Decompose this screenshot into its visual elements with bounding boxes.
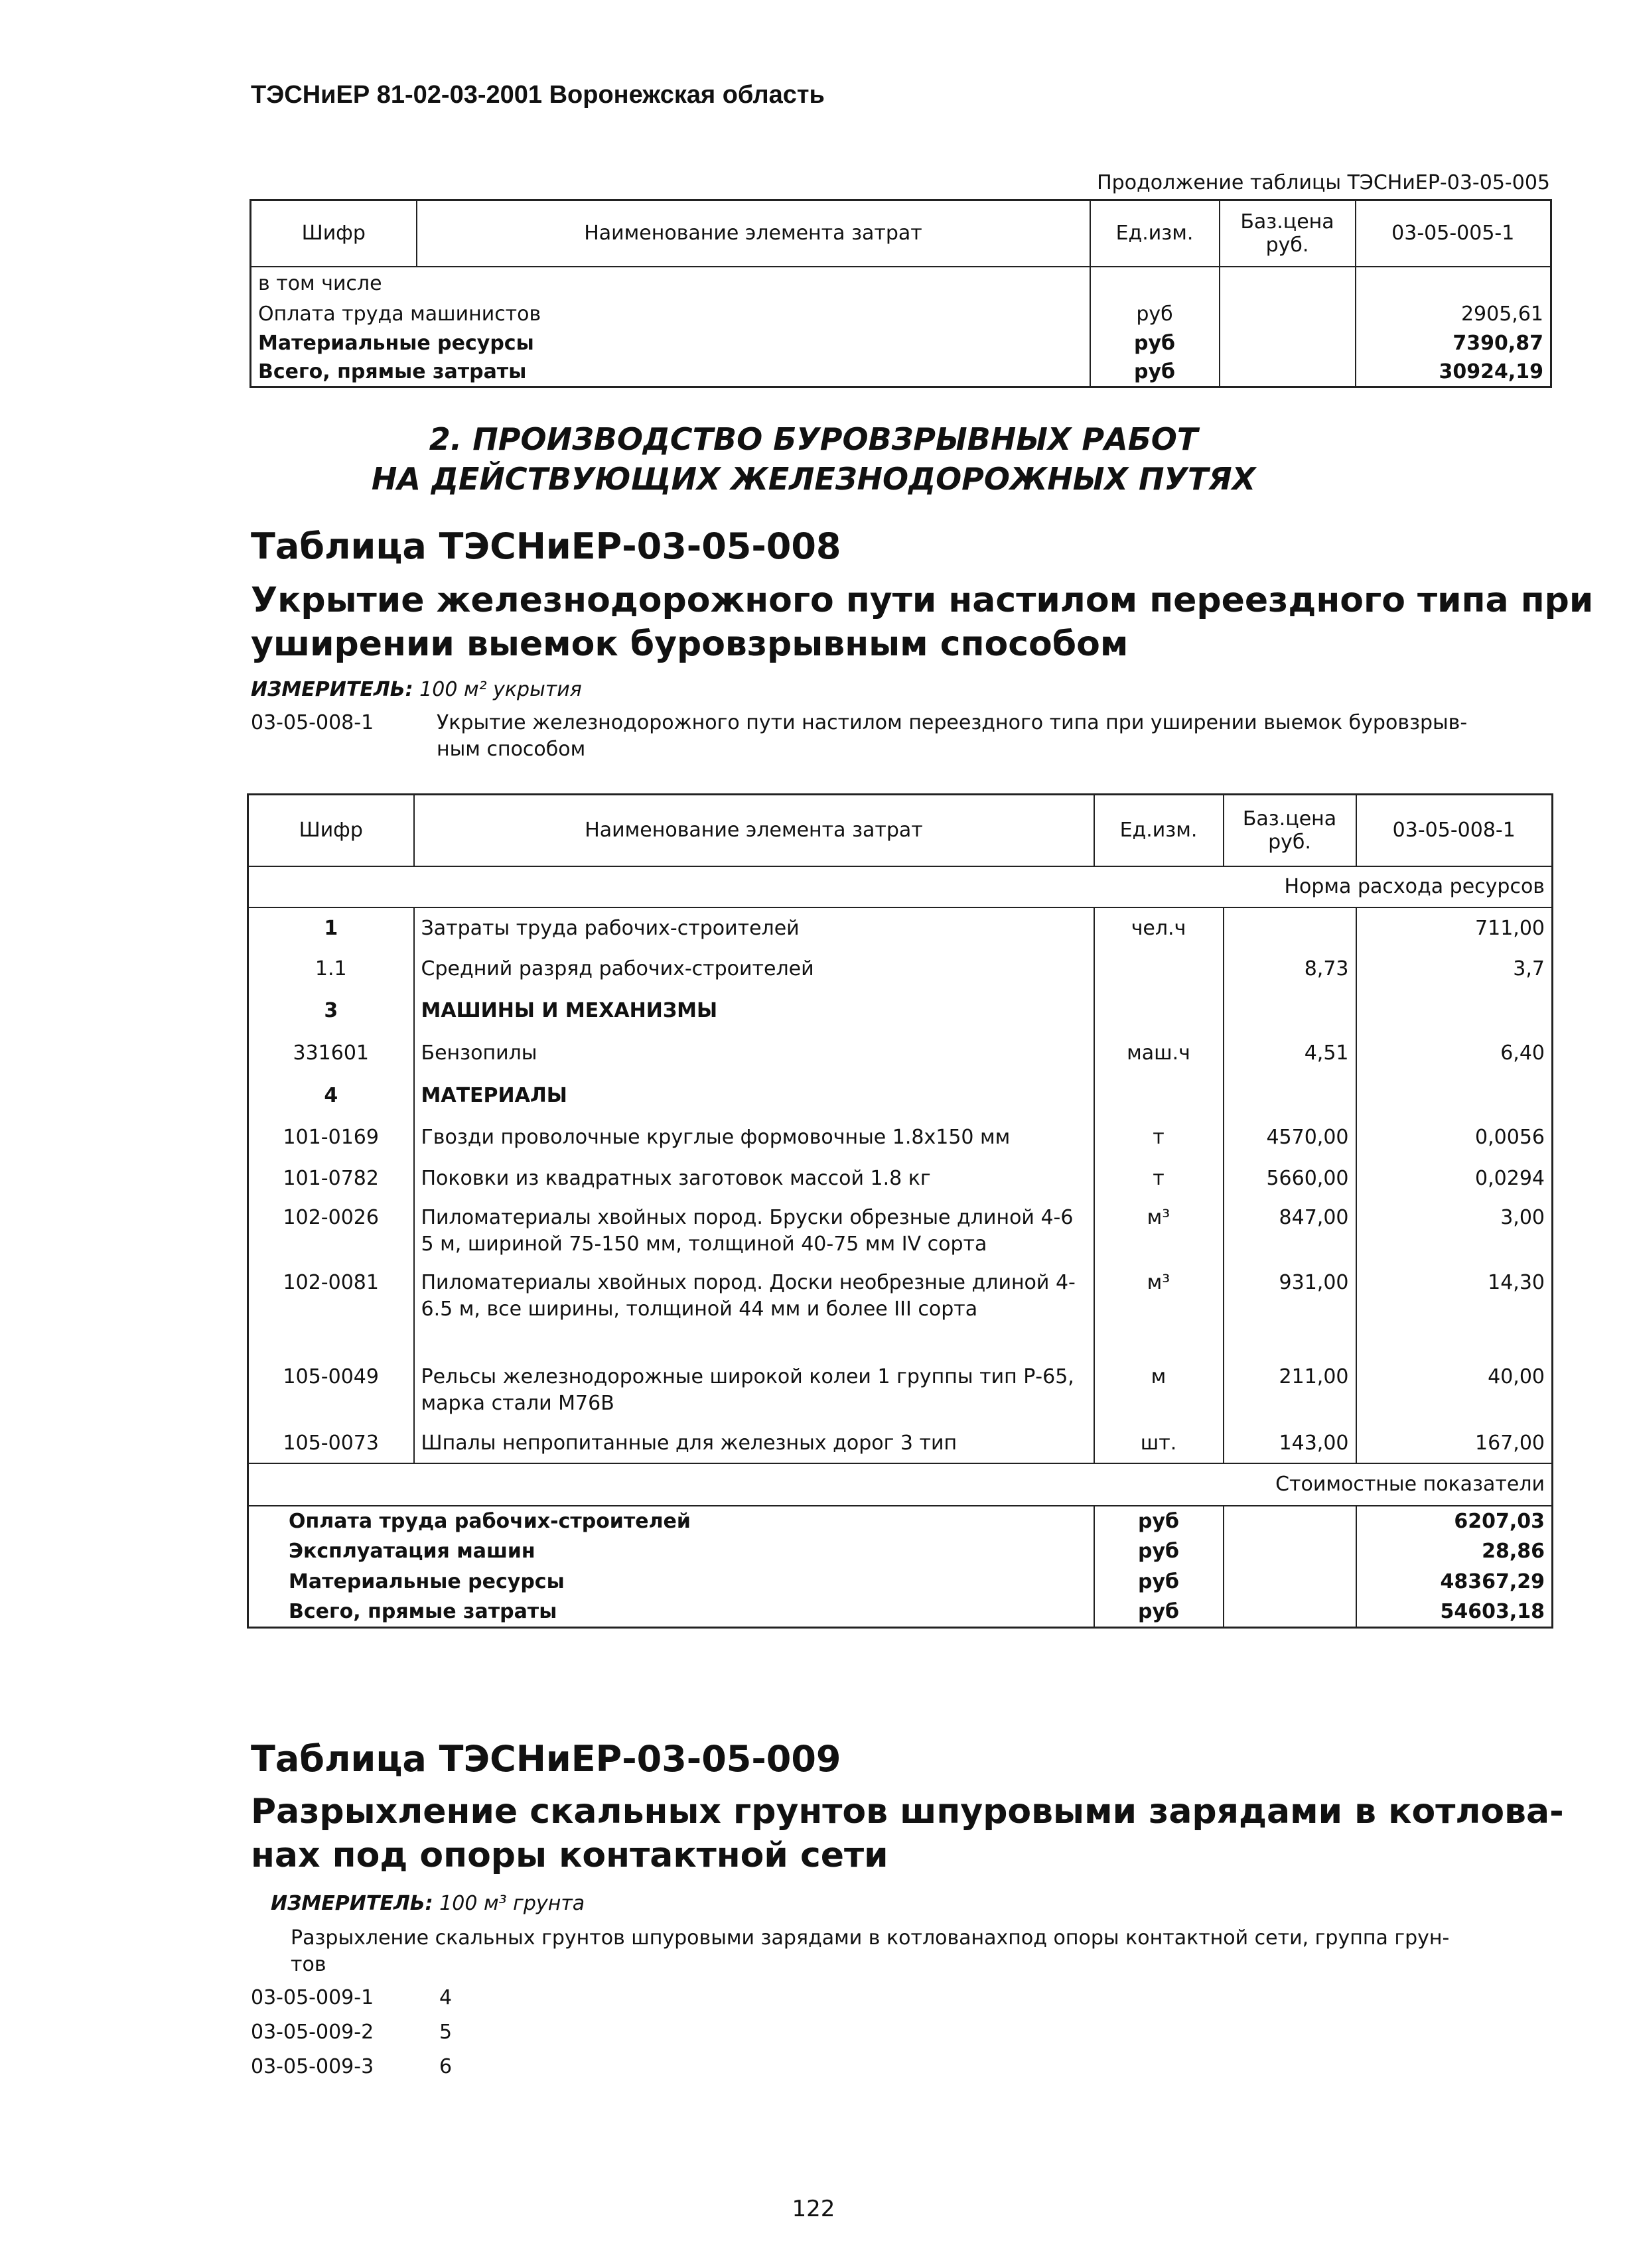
table-header-row bbox=[248, 795, 1553, 866]
table-subtitle-line2: нах под опоры контактной сети bbox=[251, 1835, 888, 1875]
header-name: Наименование элемента затрат bbox=[414, 795, 1094, 866]
row-unit: чел.ч bbox=[1094, 907, 1224, 949]
cost-label-row bbox=[248, 1463, 1553, 1506]
row-name: Гвозди проволочные круглые формовочные 1.8х150 мм bbox=[414, 1117, 1094, 1158]
total-unit: руб bbox=[1094, 1597, 1224, 1628]
measure-line bbox=[251, 678, 582, 701]
row-name: Шпалы непропитанные для железных дорог 3 тип bbox=[414, 1424, 1094, 1463]
row-name: Пиломатериалы хвойных пород. Бруски обрезные длиной 4-6 5 м, шириной 75-150 мм, толщиной 40-75 мм IV сорта bbox=[414, 1199, 1094, 1264]
table-subtitle-line1: Разрыхление скальных грунтов шпуровыми зарядами в котлова- bbox=[251, 1792, 1564, 1832]
measure-label: ИЗМЕРИТЕЛЬ: bbox=[271, 1892, 433, 1915]
row-code: 331601 bbox=[248, 1032, 414, 1075]
row-price bbox=[1220, 329, 1356, 358]
total-value: 48367,29 bbox=[1440, 1570, 1545, 1593]
row-name: в том числе bbox=[251, 267, 1090, 300]
table-caption: Продолжение таблицы ТЭСНиЕР-03-05-005 bbox=[1097, 171, 1550, 194]
section-title bbox=[0, 419, 1627, 499]
row-price bbox=[1220, 267, 1356, 300]
row-price: 4,51 bbox=[1224, 1032, 1356, 1075]
row-unit: м³ bbox=[1094, 1264, 1224, 1359]
header-norm: 03-05-008-1 bbox=[1392, 819, 1516, 842]
row-price: 8,73 bbox=[1224, 949, 1356, 990]
continuation-table bbox=[249, 199, 1552, 388]
row-value: 3,00 bbox=[1500, 1205, 1545, 1229]
row-unit bbox=[1094, 1075, 1224, 1117]
entry-code: 03-05-009-1 bbox=[251, 1986, 374, 2009]
row-name: МАТЕРИАЛЫ bbox=[414, 1075, 1094, 1117]
total-value: 28,86 bbox=[1482, 1540, 1545, 1563]
total-row bbox=[248, 1536, 1553, 1567]
measure-line bbox=[271, 1892, 585, 1915]
list-item bbox=[251, 2019, 374, 2046]
table-row bbox=[248, 949, 1553, 990]
row-code: 102-0081 bbox=[248, 1264, 414, 1359]
row-name: Материальные ресурсы bbox=[251, 329, 1090, 358]
row-value: 3,7 bbox=[1513, 957, 1545, 980]
total-name: Эксплуатация машин bbox=[248, 1536, 1094, 1567]
row-name: Поковки из квадратных заготовок массой 1.8 кг bbox=[414, 1158, 1094, 1199]
entry-code: 03-05-009-2 bbox=[251, 2021, 374, 2044]
table-row bbox=[248, 1117, 1553, 1158]
row-name: Оплата труда машинистов bbox=[251, 300, 1090, 329]
total-unit: руб bbox=[1094, 1506, 1224, 1536]
norm-label-row bbox=[248, 866, 1553, 907]
row-unit bbox=[1094, 990, 1224, 1032]
table-row bbox=[248, 1158, 1553, 1199]
description-line2: тов bbox=[291, 1953, 326, 1976]
row-value: 14,30 bbox=[1488, 1270, 1545, 1294]
norm-label: Норма расхода ресурсов bbox=[248, 866, 1553, 907]
measure-label: ИЗМЕРИТЕЛЬ: bbox=[251, 678, 413, 701]
table-header-row bbox=[251, 200, 1551, 267]
table-subtitle-line1: Укрытие железнодорожного пути настилом переездного типа при bbox=[251, 580, 1594, 620]
table-subtitle bbox=[251, 1790, 1564, 1877]
header-code: Шифр bbox=[248, 795, 414, 866]
header-norm: 03-05-005-1 bbox=[1356, 200, 1551, 267]
row-code: 4 bbox=[248, 1075, 414, 1117]
table-row bbox=[251, 329, 1551, 358]
row-unit bbox=[1090, 267, 1220, 300]
row-name: МАШИНЫ И МЕХАНИЗМЫ bbox=[414, 990, 1094, 1032]
row-value: 0,0056 bbox=[1475, 1126, 1545, 1149]
row-value: 6,40 bbox=[1500, 1041, 1545, 1065]
row-value bbox=[1356, 990, 1553, 1032]
resource-table bbox=[247, 793, 1553, 1629]
row-unit bbox=[1094, 949, 1224, 990]
row-price bbox=[1224, 990, 1356, 1032]
table-row bbox=[248, 1075, 1553, 1117]
total-price bbox=[1224, 1536, 1356, 1567]
table-subtitle-line2: уширении выемок буровзрывным способом bbox=[251, 624, 1129, 664]
total-name: Оплата труда рабочих-строителей bbox=[248, 1506, 1094, 1536]
total-name: Всего, прямые затраты bbox=[248, 1597, 1094, 1628]
table-row bbox=[248, 1199, 1553, 1264]
row-value bbox=[1356, 267, 1551, 300]
row-value: 40,00 bbox=[1488, 1365, 1545, 1388]
entry-code: 03-05-008-1 bbox=[251, 711, 374, 734]
row-code: 3 bbox=[248, 990, 414, 1032]
measure-value: 100 м² укрытия bbox=[419, 678, 582, 701]
entry-text bbox=[437, 710, 1551, 763]
row-price: 5660,00 bbox=[1224, 1158, 1356, 1199]
row-code: 102-0026 bbox=[248, 1199, 414, 1264]
table-row bbox=[248, 990, 1553, 1032]
row-name: Затраты труда рабочих-строителей bbox=[414, 907, 1094, 949]
table-row bbox=[248, 1359, 1553, 1424]
document-header: ТЭСНиЕР 81-02-03-2001 Воронежская область bbox=[251, 81, 825, 109]
table-row bbox=[248, 907, 1553, 949]
table-row bbox=[251, 300, 1551, 329]
total-unit: руб bbox=[1094, 1567, 1224, 1597]
total-name: Материальные ресурсы bbox=[248, 1567, 1094, 1597]
row-value bbox=[1356, 1075, 1553, 1117]
row-code: 1 bbox=[248, 907, 414, 949]
row-unit: руб bbox=[1090, 329, 1220, 358]
table-row bbox=[251, 267, 1551, 300]
row-price bbox=[1224, 907, 1356, 949]
row-unit: м bbox=[1094, 1359, 1224, 1424]
row-code: 105-0049 bbox=[248, 1359, 414, 1424]
total-price bbox=[1224, 1506, 1356, 1536]
header-unit: Ед.изм. bbox=[1094, 795, 1224, 866]
page-number: 122 bbox=[792, 2196, 835, 2222]
row-price: 211,00 bbox=[1224, 1359, 1356, 1424]
total-row bbox=[248, 1597, 1553, 1628]
list-item bbox=[251, 2054, 374, 2080]
row-unit: шт. bbox=[1094, 1424, 1224, 1463]
description-line1: Разрыхление скальных грунтов шпуровыми зарядами в котлованахпод опоры контактной сети, группа грун- bbox=[291, 1926, 1450, 1950]
row-name: Пиломатериалы хвойных пород. Доски необрезные длиной 4-6.5 м, все ширины, толщиной 44 мм и более III сорта bbox=[414, 1264, 1094, 1359]
list-item bbox=[251, 1985, 374, 2011]
header-name: Наименование элемента затрат bbox=[417, 200, 1090, 267]
row-name: Рельсы железнодорожные широкой колеи 1 группы тип Р-65, марка стали М76В bbox=[414, 1359, 1094, 1424]
entry-code: 03-05-009-3 bbox=[251, 2055, 374, 2078]
row-price: 143,00 bbox=[1224, 1424, 1356, 1463]
table-row bbox=[248, 1032, 1553, 1075]
entry-text-line2: ным способом bbox=[437, 738, 586, 761]
cost-label: Стоимостные показатели bbox=[248, 1463, 1553, 1506]
header-price: Баз.цена руб. bbox=[1224, 795, 1356, 866]
section-title-line1: 2. ПРОИЗВОДСТВО БУРОВЗРЫВНЫХ РАБОТ bbox=[429, 421, 1198, 457]
row-unit: м³ bbox=[1094, 1199, 1224, 1264]
row-price bbox=[1220, 300, 1356, 329]
total-unit: руб bbox=[1094, 1536, 1224, 1567]
table-row bbox=[248, 1264, 1553, 1359]
entry-text-line1: Укрытие железнодорожного пути настилом переездного типа при уширении выемок буровзрыв- bbox=[437, 711, 1468, 734]
entry-group: 4 bbox=[439, 1986, 453, 2009]
row-value: 2905,61 bbox=[1460, 302, 1543, 326]
total-value: 54603,18 bbox=[1440, 1600, 1545, 1624]
table-title: Таблица ТЭСНиЕР-03-05-008 bbox=[251, 525, 841, 567]
total-row bbox=[248, 1506, 1553, 1536]
table-row bbox=[251, 358, 1551, 387]
total-price bbox=[1224, 1597, 1356, 1628]
entry-group: 5 bbox=[439, 2021, 453, 2044]
total-value: 6207,03 bbox=[1454, 1509, 1545, 1533]
row-name: Всего, прямые затраты bbox=[251, 358, 1090, 387]
section-title-line2: НА ДЕЙСТВУЮЩИХ ЖЕЛЕЗНОДОРОЖНЫХ ПУТЯХ bbox=[371, 461, 1256, 497]
row-price bbox=[1220, 358, 1356, 387]
row-price bbox=[1224, 1075, 1356, 1117]
row-price: 4570,00 bbox=[1224, 1117, 1356, 1158]
table-subtitle bbox=[251, 578, 1593, 666]
header-price: Баз.цена руб. bbox=[1220, 200, 1356, 267]
row-name: Бензопилы bbox=[414, 1032, 1094, 1075]
description bbox=[291, 1925, 1551, 1978]
row-code: 105-0073 bbox=[248, 1424, 414, 1463]
row-unit: маш.ч bbox=[1094, 1032, 1224, 1075]
row-unit: т bbox=[1094, 1158, 1224, 1199]
row-value: 167,00 bbox=[1475, 1431, 1545, 1455]
row-value: 711,00 bbox=[1475, 916, 1545, 940]
table-title: Таблица ТЭСНиЕР-03-05-009 bbox=[251, 1738, 841, 1780]
table-row bbox=[248, 1424, 1553, 1463]
row-unit: руб bbox=[1090, 300, 1220, 329]
total-price bbox=[1224, 1567, 1356, 1597]
row-value: 7390,87 bbox=[1452, 332, 1543, 355]
row-name: Средний разряд рабочих-строителей bbox=[414, 949, 1094, 990]
header-code: Шифр bbox=[251, 200, 417, 267]
header-unit: Ед.изм. bbox=[1090, 200, 1220, 267]
row-value: 30924,19 bbox=[1439, 360, 1543, 384]
row-unit: т bbox=[1094, 1117, 1224, 1158]
row-code: 1.1 bbox=[248, 949, 414, 990]
row-code: 101-0782 bbox=[248, 1158, 414, 1199]
row-value: 0,0294 bbox=[1475, 1167, 1545, 1190]
measure-value: 100 м³ грунта bbox=[439, 1892, 585, 1915]
row-code: 101-0169 bbox=[248, 1117, 414, 1158]
row-price: 931,00 bbox=[1224, 1264, 1356, 1359]
row-price: 847,00 bbox=[1224, 1199, 1356, 1264]
entry-group: 6 bbox=[439, 2055, 453, 2078]
total-row bbox=[248, 1567, 1553, 1597]
row-unit: руб bbox=[1090, 358, 1220, 387]
